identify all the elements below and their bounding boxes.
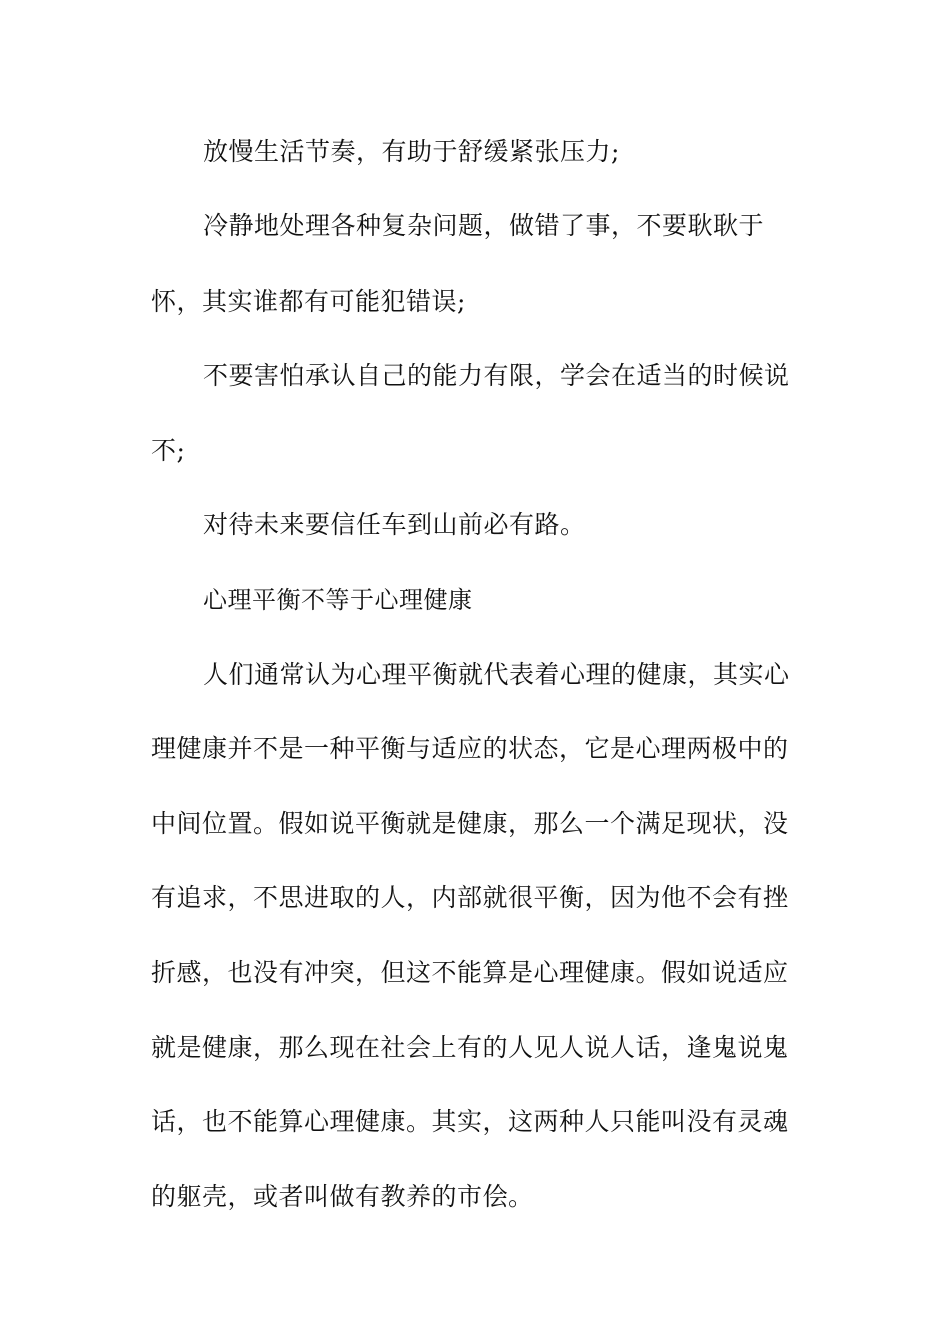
paragraph-2-line-2: 怀，其实谁都有可能犯错误;	[151, 287, 466, 316]
paragraph-5-line-3: 中间位置。假如说平衡就是健康，那么一个满足现状，没	[151, 809, 789, 838]
paragraph-4-line-1: 对待未来要信任车到山前必有路。	[203, 510, 586, 539]
paragraph-5-line-2: 理健康并不是一种平衡与适应的状态，它是心理两极中的	[151, 734, 789, 763]
paragraph-3-line-2: 不;	[151, 436, 186, 465]
paragraph-5-line-7: 话，也不能算心理健康。其实，这两种人只能叫没有灵魂	[151, 1107, 789, 1136]
paragraph-5-line-8: 的躯壳，或者叫做有教养的市侩。	[151, 1182, 534, 1211]
section-heading: 心理平衡不等于心理健康	[203, 586, 473, 614]
paragraph-5-line-5: 折感，也没有冲突，但这不能算是心理健康。假如说适应	[151, 958, 789, 987]
paragraph-5-line-4: 有追求，不思进取的人，内部就很平衡，因为他不会有挫	[151, 883, 789, 912]
paragraph-3-line-1: 不要害怕承认自己的能力有限，学会在适当的时候说	[203, 361, 790, 390]
paragraph-5-line-1: 人们通常认为心理平衡就代表着心理的健康，其实心	[203, 660, 790, 689]
paragraph-1-line-1: 放慢生活节奏，有助于舒缓紧张压力;	[203, 137, 620, 166]
paragraph-5-line-6: 就是健康，那么现在社会上有的人见人说人话，逢鬼说鬼	[151, 1033, 789, 1062]
paragraph-2-line-1: 冷静地处理各种复杂问题，做错了事，不要耿耿于	[203, 211, 765, 240]
